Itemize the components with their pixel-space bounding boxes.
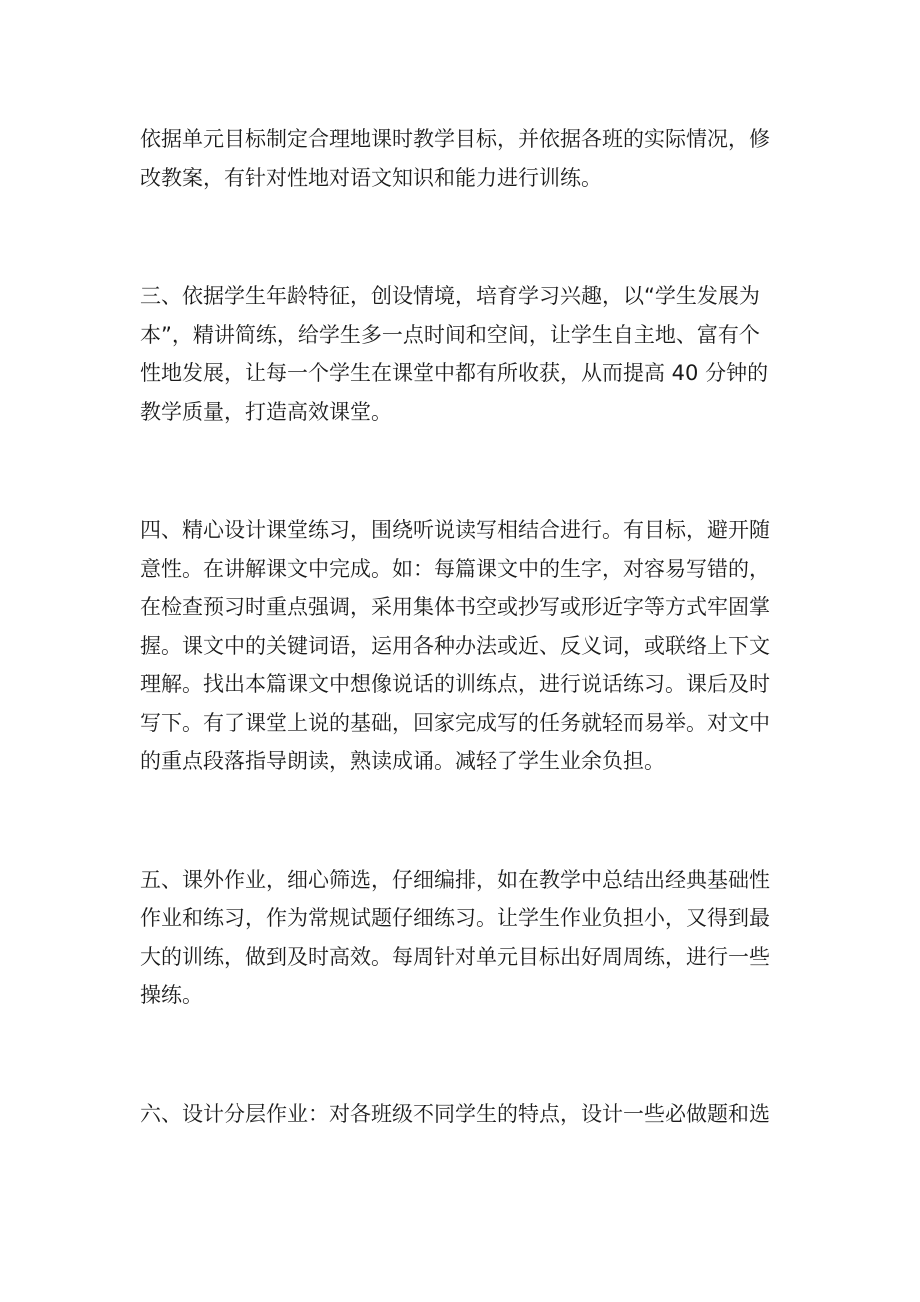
paragraph-1 (140, 120, 785, 197)
text-line: 教学质量，打造高效课堂。 (140, 399, 392, 424)
text-line: 在检查预习时重点强调，采用集体书空或抄写或形近字等方式牢固掌 (140, 595, 770, 619)
text-line: 四、精心设计课堂练习，围绕听说读写相结合进行。有目标，避开随 (140, 518, 770, 542)
text-line: 的重点段落指导朗读，熟读成诵。减轻了学生业余负担。 (140, 749, 665, 773)
paragraph-6 (140, 1095, 785, 1134)
text-line: 大的训练，做到及时高效。每周针对单元目标出好周周练，进行一些 (140, 944, 770, 969)
text-line: 握。课文中的关键词语，运用各种办法或近、反义词，或联络上下文 (140, 633, 770, 658)
document-body (140, 120, 785, 1213)
text-line: 三、依据学生年龄特征，创设情境，培育学习兴趣，以“学生发展为 (140, 284, 760, 308)
text-line: 理解。找出本篇课文中想像说话的训练点，进行说话练习。课后及时 (140, 672, 770, 696)
text-line: 依据单元目标制定合理地课时教学目标，并依据各班的实际情况，修 (140, 127, 770, 151)
text-line: 操练。 (140, 983, 203, 1007)
paragraph-3 (140, 277, 785, 431)
text-line: 六、设计分层作业：对各班级不同学生的特点，设计一些必做题和选 (140, 1101, 770, 1126)
text-line: 意性。在讲解课文中完成。如：每篇课文中的生字，对容易写错的， (140, 556, 770, 581)
text-line: 五、课外作业，细心筛选，仔细编排，如在教学中总结出经典基础性 (140, 867, 770, 892)
text-line: 写下。有了课堂上说的基础，回家完成写的任务就轻而易举。对文中 (140, 710, 770, 735)
paragraph-5 (140, 861, 785, 1015)
text-line: 本”，精讲简练，给学生多一点时间和空间，让学生自主地、富有个 (140, 322, 760, 347)
paragraph-4 (140, 511, 785, 781)
text-line: 改教案，有针对性地对语文知识和能力进行训练。 (140, 165, 602, 190)
text-line: 性地发展，让每一个学生在课堂中都有所收获，从而提高 40 分钟的 (140, 361, 769, 385)
text-line: 作业和练习，作为常规试题仔细练习。让学生作业负担小，又得到最 (140, 906, 770, 930)
